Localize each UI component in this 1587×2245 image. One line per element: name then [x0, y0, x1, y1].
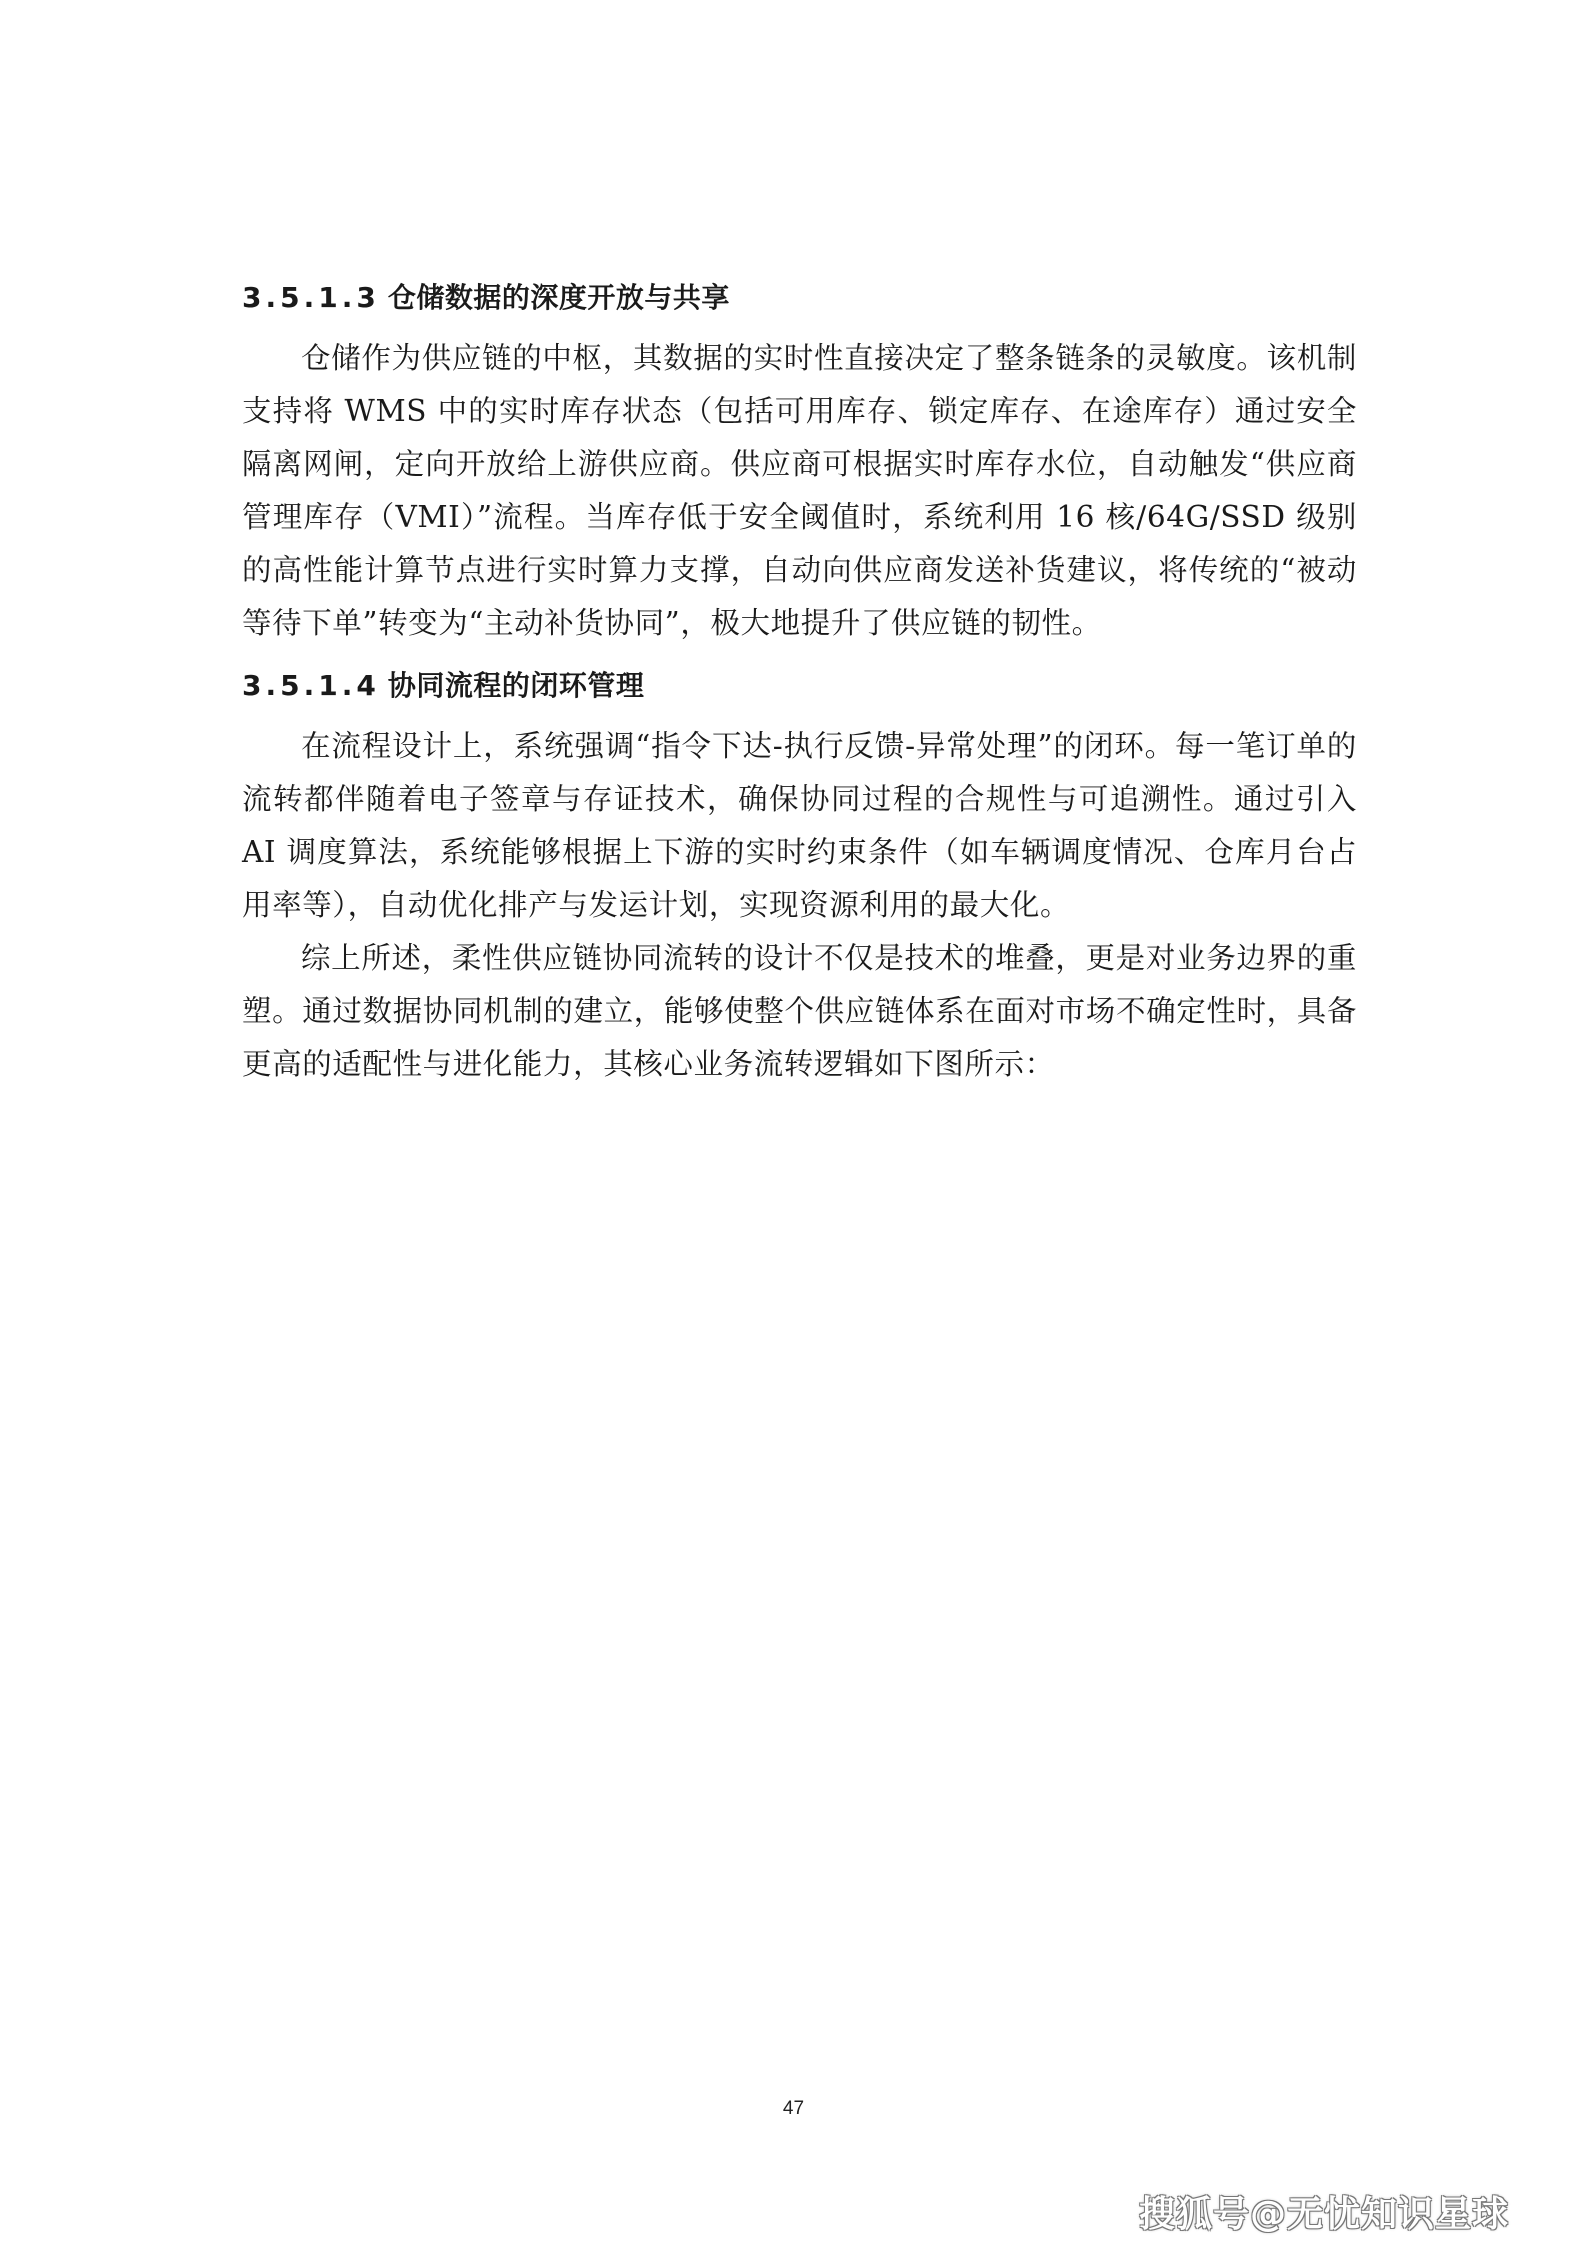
section-gap [242, 650, 1357, 666]
section-title: 协同流程的闭环管理 [387, 669, 645, 702]
section-number: 3.5.1.3 [242, 281, 380, 314]
section-heading [242, 278, 1357, 318]
section-heading [242, 666, 1357, 706]
body-paragraph: 在流程设计上，系统强调“指令下达-执行反馈-异常处理”的闭环。每一笔订单的流转都伴随着电子签章与存证技术，确保协同过程的合规性与可追溯性。通过引入 AI 调度算法，系统能够根据上下游的实时约束条件（如车辆调度情况、仓库月台占用率等），自动优化排产与发运计划，实现资源利用的最大化。 [242, 729, 1357, 922]
section-number: 3.5.1.4 [242, 669, 380, 702]
page-number: 47 [782, 2098, 805, 2119]
body-paragraph: 仓储作为供应链的中枢，其数据的实时性直接决定了整条链条的灵敏度。该机制支持将 WMS 中的实时库存状态（包括可用库存、锁定库存、在途库存）通过安全隔离网闸，定向开放给上游供应商。供应商可根据实时库存水位，自动触发“供应商管理库存（VMI）”流程。当库存低于安全阈值时，系统利用 16 核/64G/SSD 级别的高性能计算节点进行实时算力支撑，自动向供应商发送补货建议，将传统的“被动等待下单”转变为“主动补货协同”，极大地提升了供应链的韧性。 [242, 341, 1357, 640]
watermark-text: 搜狐号@无忧知识星球 [1138, 2194, 1509, 2235]
body-paragraph: 综上所述，柔性供应链协同流转的设计不仅是技术的堆叠，更是对业务边界的重塑。通过数据协同机制的建立，能够使整个供应链体系在面对市场不确定性时，具备更高的适配性与进化能力，其核心业务流转逻辑如下图所示： [242, 941, 1357, 1081]
section-title: 仓储数据的深度开放与共享 [387, 281, 730, 314]
page-content [242, 278, 1357, 1091]
